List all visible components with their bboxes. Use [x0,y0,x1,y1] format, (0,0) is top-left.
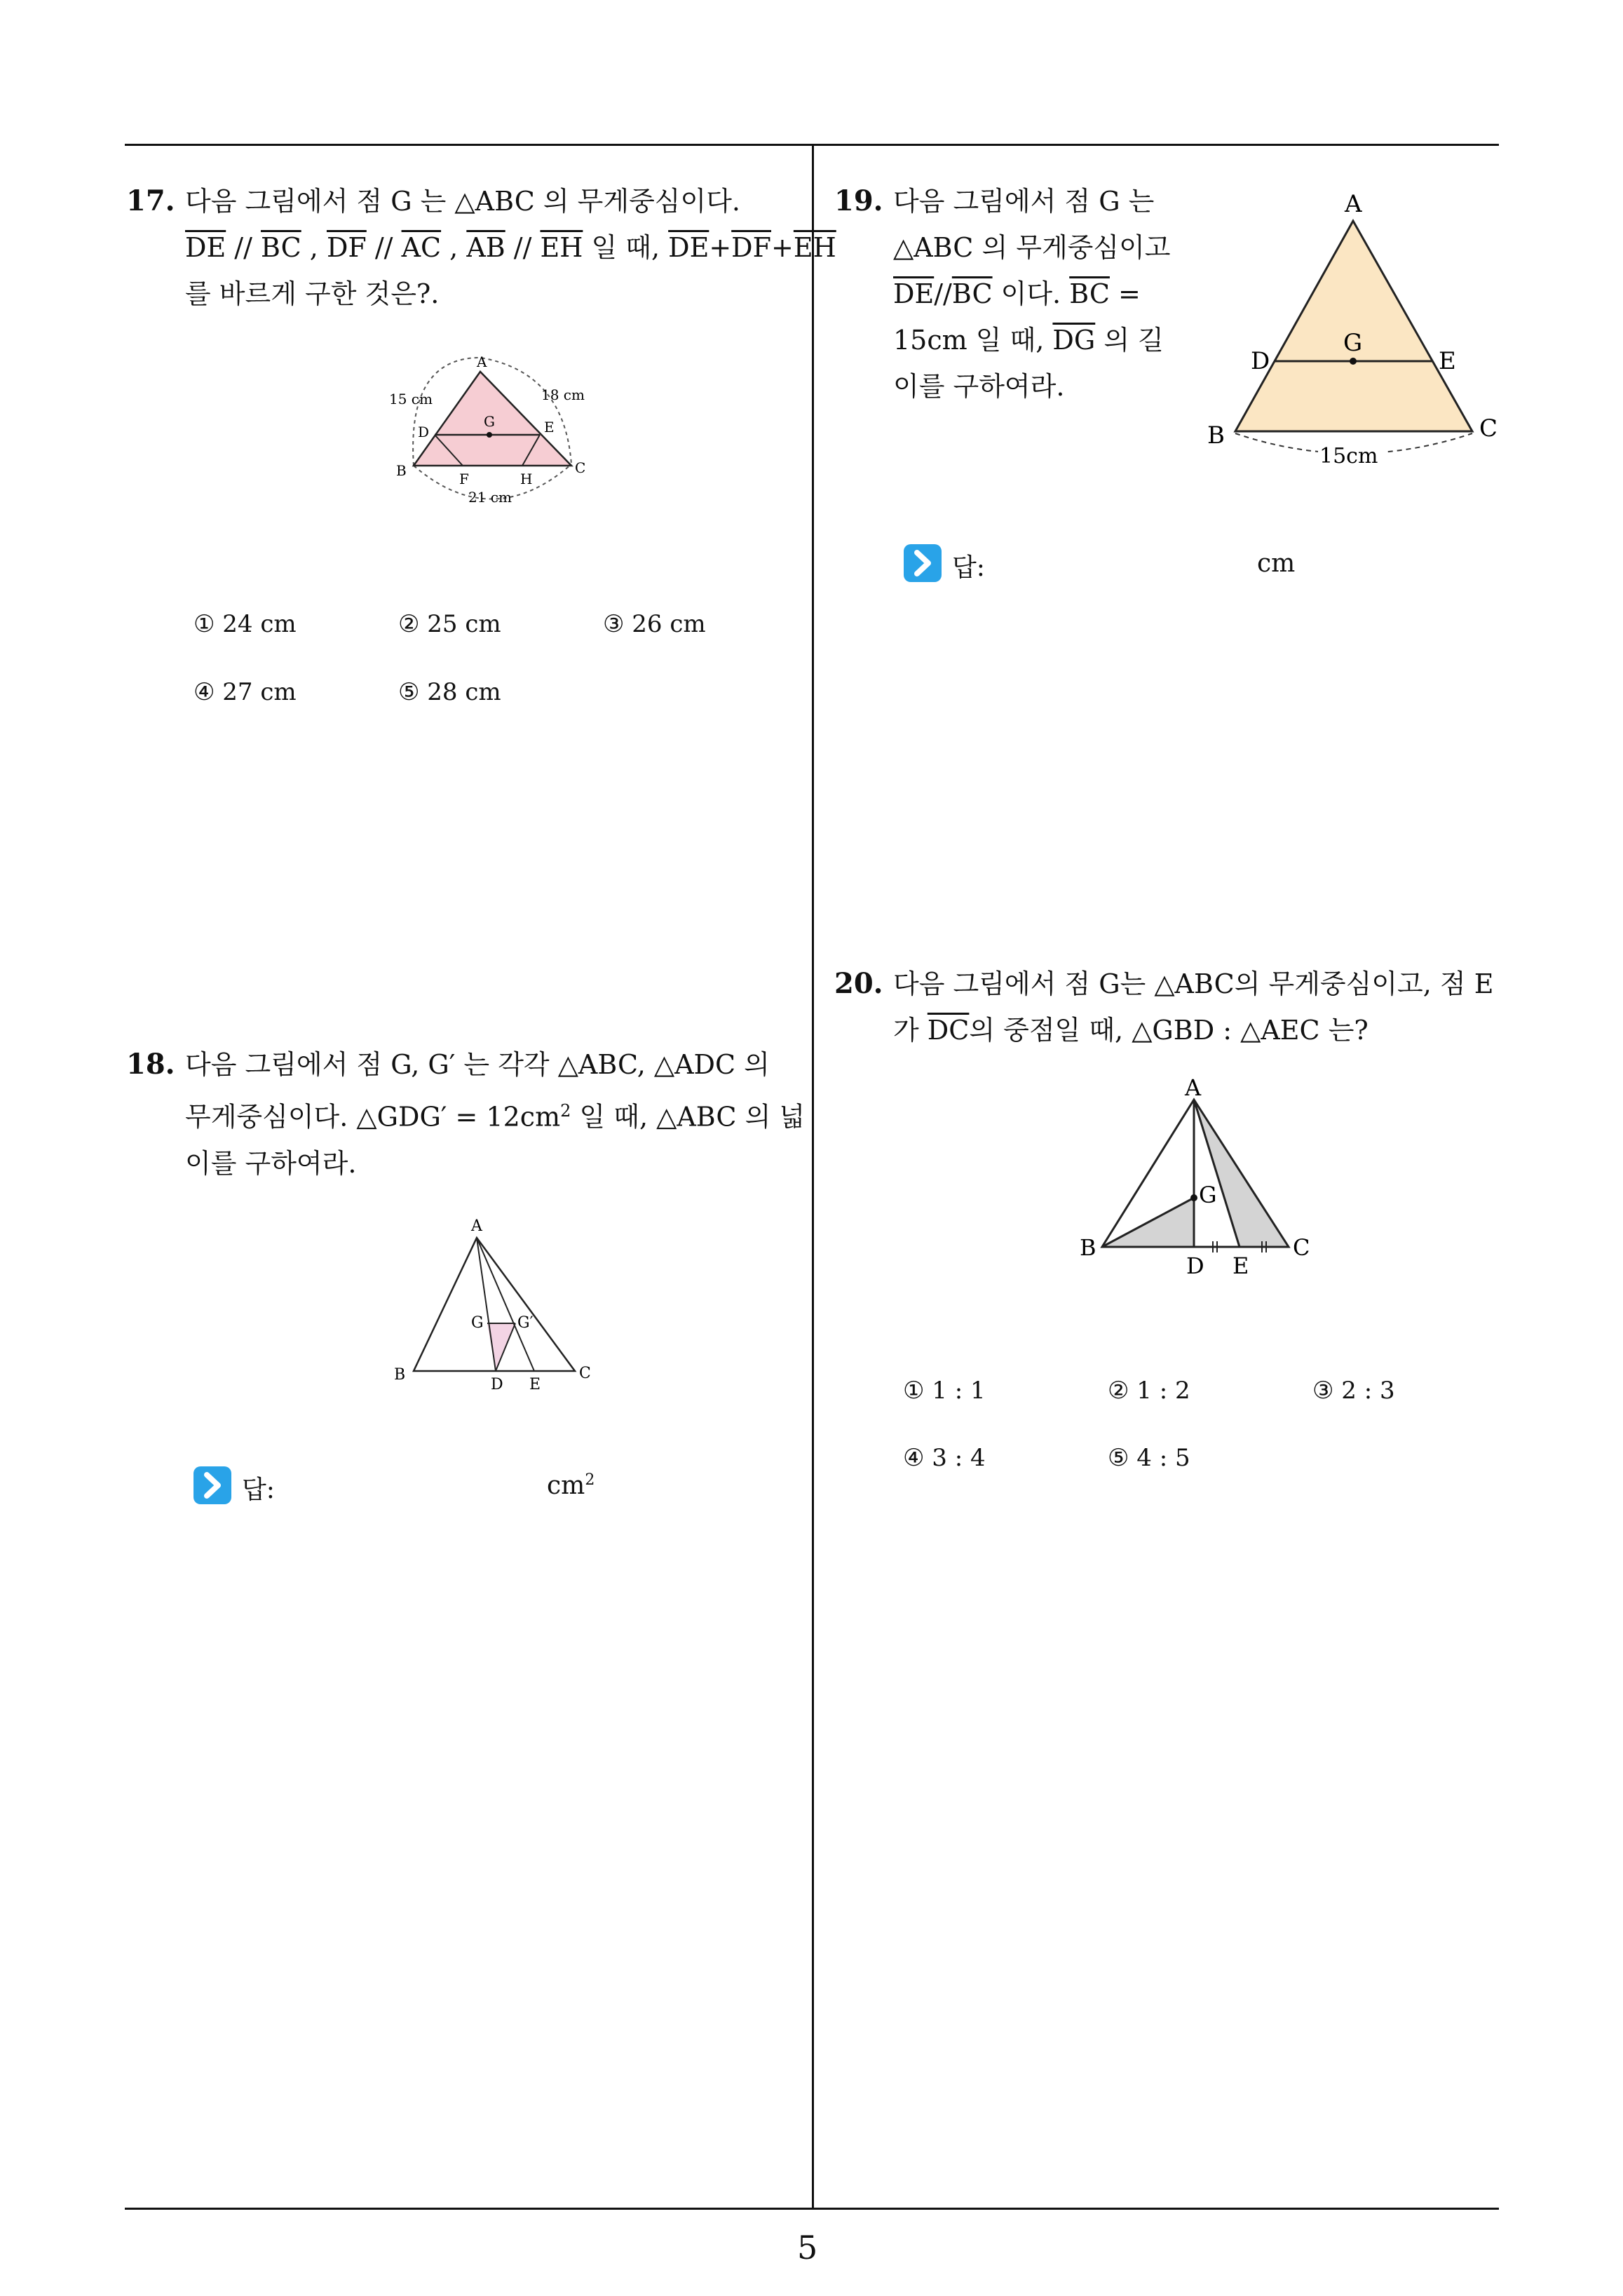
q20-choice-2[interactable]: ② 1 : 2 [1108,1377,1190,1405]
point-g [487,432,492,438]
text-run: // [366,232,402,263]
q17-choice-4[interactable]: ④ 27 cm [193,678,297,706]
text-run: 가 [893,1015,928,1046]
text-run: + [771,232,794,263]
q18-figure [386,1210,603,1399]
label-a: A [471,1217,482,1235]
segment: $\overline{DE}$ [668,232,709,263]
question-number: 19. [834,184,883,217]
label-b: B [394,1366,406,1384]
question-line: 를 바르게 구한 것은?. [185,278,440,309]
label-f: F [459,471,469,487]
answer-label: 답: [242,1475,275,1504]
label-right-length: 18 cm [541,386,585,403]
text-run: 이다. [992,278,1070,309]
text-run: , [301,232,327,263]
label-b: B [1080,1234,1096,1261]
text-run: = [1109,278,1141,309]
text-run: + [709,232,732,263]
question-line [893,317,1171,363]
segment-ad [477,1238,496,1371]
segment: $\overline{AB}$ [466,232,505,263]
label-c: C [1479,414,1498,443]
label-g-prime: G′ [517,1314,534,1332]
answer-unit [547,1471,595,1500]
text-run: 일 때, [583,232,669,263]
segment: $\overline{DF}$ [326,232,367,263]
question-line: 다음 그림에서 점 G 는 [893,186,1155,217]
segment: $\overline{AC}$ [401,232,442,263]
triangle-abc [1235,221,1472,431]
chevron-right-icon [903,543,942,583]
label-e: E [529,1376,541,1393]
q17-figure [379,344,610,512]
question-line [185,1088,805,1140]
question-line [893,271,1171,317]
column-divider [812,144,814,2209]
label-c: C [575,459,586,476]
label-a: A [1185,1074,1202,1101]
segment: $\overline{DE}$ [185,232,226,263]
segment: $\overline{BC}$ [951,278,993,309]
label-g: G [471,1314,484,1332]
q20-figure [1066,1073,1325,1283]
question-text [185,1041,805,1187]
q19-answer [903,543,1324,586]
text-run: // [505,232,541,263]
text-run: 무게중심이다. △GDG′ = 12cm [185,1101,561,1133]
question-text [893,178,1171,410]
unit-text: cm [547,1471,585,1500]
label-e: E [1439,347,1456,375]
segment: $\overline{BC}$ [1069,278,1110,309]
q18-answer [193,1466,613,1508]
text-run: 일 때, △ABC 의 넓 [571,1101,806,1133]
label-b: B [396,462,407,479]
label-a: A [477,353,487,370]
q20-choice-1[interactable]: ① 1 : 1 [903,1377,986,1405]
text-run: 15cm 일 때, [893,325,1053,356]
text-run: // [226,232,261,263]
segment: $\overline{DE}$ [893,278,935,309]
q20-choice-5[interactable]: ⑤ 4 : 5 [1108,1444,1190,1472]
label-bottom-length: 15cm [1319,444,1378,468]
question-number: 18. [126,1048,175,1081]
triangle-gdg2 [487,1323,515,1371]
text-run: 의 길 [1095,325,1164,356]
question-text [185,178,836,317]
label-d: D [1251,347,1270,375]
label-g: G [1199,1182,1217,1208]
question-line: 다음 그림에서 점 G 는 △ABC 의 무게중심이다. [185,186,740,217]
page-number: 5 [797,2229,818,2267]
label-g: G [484,413,495,430]
point-g [1190,1194,1197,1201]
label-d: D [491,1376,503,1393]
question-number: 17. [126,184,175,217]
bottom-rule [125,2208,1499,2210]
label-e: E [1232,1252,1249,1279]
segment: $\overline{DF}$ [731,232,772,263]
superscript: 2 [560,1101,571,1121]
question-line [185,224,836,271]
q20-choice-3[interactable]: ③ 2 : 3 [1312,1377,1395,1405]
label-c: C [579,1365,591,1382]
question-line: 다음 그림에서 점 G는 △ABC의 무게중심이고, 점 E [893,968,1494,999]
question-number: 20. [834,967,883,1000]
label-e: E [544,419,555,435]
q20-choice-4[interactable]: ④ 3 : 4 [903,1444,986,1472]
segment: $\overline{DC}$ [927,1015,970,1046]
question-line [893,1007,1493,1053]
q19-figure [1192,182,1514,484]
question-line: △ABC 의 무게중심이고 [893,232,1171,263]
label-b: B [1207,421,1225,450]
question-line: 이를 구하여라. [185,1147,357,1179]
label-bottom-length: 21 cm [468,489,512,506]
label-h: H [520,471,533,487]
label-left-length: 15 cm [389,391,433,407]
text-run: // [934,278,952,309]
segment: $\overline{EH}$ [793,232,836,263]
answer-label: 답: [952,553,985,582]
label-a: A [1345,190,1362,218]
segment: $\overline{DG}$ [1052,325,1096,356]
label-g: G [1343,329,1363,357]
q17-choice-5[interactable]: ⑤ 28 cm [398,678,501,706]
chevron-right-icon [193,1466,232,1505]
label-c: C [1293,1234,1310,1261]
question-line: 다음 그림에서 점 G, G′ 는 각각 △ABC, △ADC 의 [185,1049,770,1080]
point-g [1350,358,1357,365]
text-run: 의 중점일 때, △GBD : △AEC 는? [969,1015,1369,1046]
answer-unit: cm [1257,549,1296,578]
question-text [893,961,1493,1053]
text-run: , [441,232,467,263]
q17-choice-2[interactable]: ② 25 cm [398,610,501,638]
label-d: D [1186,1252,1204,1279]
segment: $\overline{EH}$ [540,232,583,263]
segment: $\overline{BC}$ [260,232,301,263]
label-d: D [418,424,430,440]
question-line: 이를 구하여라. [893,371,1065,402]
unit-superscript: 2 [585,1471,595,1489]
q17-choice-3[interactable]: ③ 26 cm [603,610,706,638]
q17-choice-1[interactable]: ① 24 cm [193,610,297,638]
